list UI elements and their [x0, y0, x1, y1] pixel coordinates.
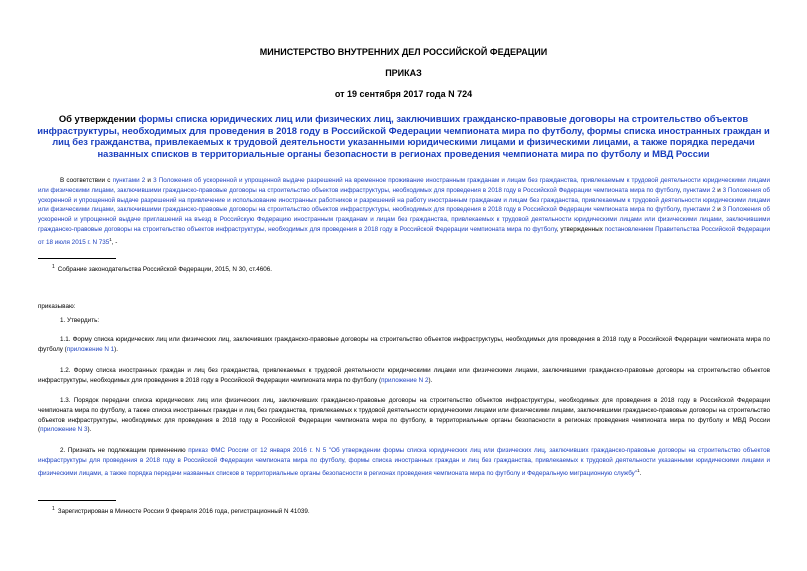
preamble-text: ,: [679, 206, 684, 214]
appendix-2-link[interactable]: приложение N 2: [381, 376, 429, 384]
item-text: 1.3. Порядок передачи списка юридических лиц или физических лиц, заключивших гражданско-правовые договоры на строительство объектов инфраструктуры, необходимых для проведения в 2018 году в Российской Федерации чемпионата мира по футболу, а также списка иностранных граждан и лиц без гражданства, привлекаемых к трудовой деятельности юридическими лицами или физическими лицами, заключившими гражданско-правовые договоры на строительство объектов инфраструктуры, необходимых для проведения в 2018 году в Российской Федерации чемпионата мира по футболу, в территориальные органы безопасности в регионах проведения чемпионата мира по футболу и МВД России (: [38, 397, 770, 434]
footnote-text: Собрание законодательства Российской Федерации, 2015, N 30, ст.4606.: [57, 266, 273, 274]
item-text: ).: [114, 345, 119, 353]
preamble-text: , утвержденных: [556, 225, 605, 233]
preamble-link-5[interactable]: пунктами 2: [683, 206, 716, 214]
preamble-text: и: [715, 206, 723, 214]
title-prefix: Об утверждении: [58, 113, 139, 124]
preamble-text: , -: [111, 238, 118, 246]
ministry-heading: МИНИСТЕРСТВО ВНУТРЕННИХ ДЕЛ РОССИЙСКОЙ ФЕДЕРАЦИИ: [259, 47, 548, 57]
item-1-2: [38, 366, 770, 386]
order-word: приказываю:: [38, 303, 76, 310]
item-text: ).: [428, 376, 433, 384]
item-text: 1.1. Форму списка юридических лиц или физических лиц, заключивших гражданско-правовые договоры на строительство объектов инфраструктуры, необходимых для проведения в 2018 году в Российской Федерации чемпионата мира по футболу (: [38, 336, 770, 353]
item-text: ).: [87, 426, 92, 434]
preamble-paragraph: [38, 176, 770, 248]
footnote-number: 1: [52, 264, 55, 270]
footnote-separator: [38, 500, 116, 501]
appendix-1-link[interactable]: приложение N 1: [66, 345, 115, 353]
preamble-link-decree[interactable]: постановлением Правительства Российской Федерации от 18 июля 2015 г. N 735: [38, 225, 770, 246]
appendix-3-link[interactable]: приложение N 3: [40, 426, 88, 434]
preamble-link-3[interactable]: пунктами 2: [683, 186, 716, 194]
preamble-link-1[interactable]: пунктами 2: [112, 177, 146, 184]
item-text: 2. Признать не подлежащим применению: [60, 447, 189, 454]
footnote-number: 1: [52, 506, 55, 512]
document-title: [28, 113, 779, 159]
item-text: 1.2. Форму списка иностранных граждан и лиц без гражданства, привлекаемых к трудовой деятельности юридическими лицами или физическими лицами, заключившими гражданско-правовые договоры на строительство объектов инфраструктуры, необходимых для проведения в 2018 году в Российской Федерации чемпионата мира по футболу (: [38, 367, 770, 384]
item-1-3: [38, 396, 770, 435]
preamble-text: и: [715, 186, 723, 194]
preamble-text: ,: [679, 186, 684, 194]
footnote-separator: [38, 258, 116, 259]
item-2: [38, 446, 770, 478]
preamble-link-2[interactable]: 3 Положения об ускоренной и упрощенной выдаче разрешений на временное проживание иностранным гражданам и лицам без гражданства, привлекаемым к трудовой деятельности юридическими лицами или физическими лицами, заключившими гражданско-правовые договоры на строительство объектов инфраструктуры, необходимых для проведения в 2018 году в Российской Федерации чемпионата мира по футболу: [38, 177, 771, 194]
footnote-2: [52, 505, 310, 516]
fms-order-link[interactable]: приказ ФМС России от 12 января 2016 г. N 5 "Об утверждении формы списка юридических лиц или физических лиц, заключивших гражданско-правовые договоры на строительство объектов инфраструктуры для проведения в 2018 году в Российской Федерации чемпионата мира по футболу, формы списка иностранных граждан и лиц без гражданства, привлекаемых к трудовой деятельности указанными юридическими лицами и физическими лицами, а также порядка передачи названных списков в территориальные органы безопасности в регионах проведения чемпионата мира по футболу и Федеральную миграционную службу": [38, 447, 771, 477]
item-1: 1. Утвердить:: [60, 317, 100, 324]
preamble-link-4[interactable]: 3 Положения об ускоренной и упрощенной выдаче разрешений на привлечение и использование иностранных работников и разрешений на работу иностранным гражданам и лицам без гражданства, привлекаемым к трудовой деятельности юридическими лицами или физическими лицами, заключившими гражданско-правовые договоры на строительство объектов инфраструктуры, необходимых для проведения в 2018 году в Российской Федерации чемпионата мира по футболу: [38, 186, 770, 214]
item-text: .: [639, 469, 642, 477]
doc-type-heading: ПРИКАЗ: [385, 68, 422, 78]
preamble-link-6[interactable]: 3 Положения об ускоренной и упрощенной выдаче приглашений на въезд в Российскую Федерацию иностранным гражданам и лицам без гражданства, привлекаемых к трудовой деятельности юридическими лицами или физическими лицами, заключившими гражданско-правовые договоры на строительство объектов инфраструктуры, необходимых для проведения в 2018 году в Российской Федерации чемпионата мира по футболу: [38, 206, 770, 233]
item-1-1: [38, 335, 770, 355]
date-number-heading: от 19 сентября 2017 года N 724: [334, 89, 473, 99]
footnote-1: [52, 263, 272, 274]
footnote-text: Зарегистрирован в Минюсте России 9 февраля 2016 года, регистрационный N 41039.: [57, 508, 310, 516]
preamble-text: В соответствии с: [60, 177, 113, 184]
footnote-ref: 1: [109, 236, 112, 242]
footnote-ref: 1: [637, 467, 640, 473]
preamble-text: и: [145, 177, 154, 184]
title-link[interactable]: формы списка юридических лиц или физических лиц, заключивших гражданско-правовые договоры на строительство объектов инфраструктуры, необходимых для проведения в 2018 году в Российской Федерации чемпионата мира по футболу, формы списка иностранных граждан и лиц без гражданства, привлекаемых к трудовой деятельности указанными юридическими лицами и физическими лицами, а также порядка передачи названных списков в территориальные органы безопасности в регионах проведения чемпионата мира по футболу и МВД России: [37, 113, 770, 159]
